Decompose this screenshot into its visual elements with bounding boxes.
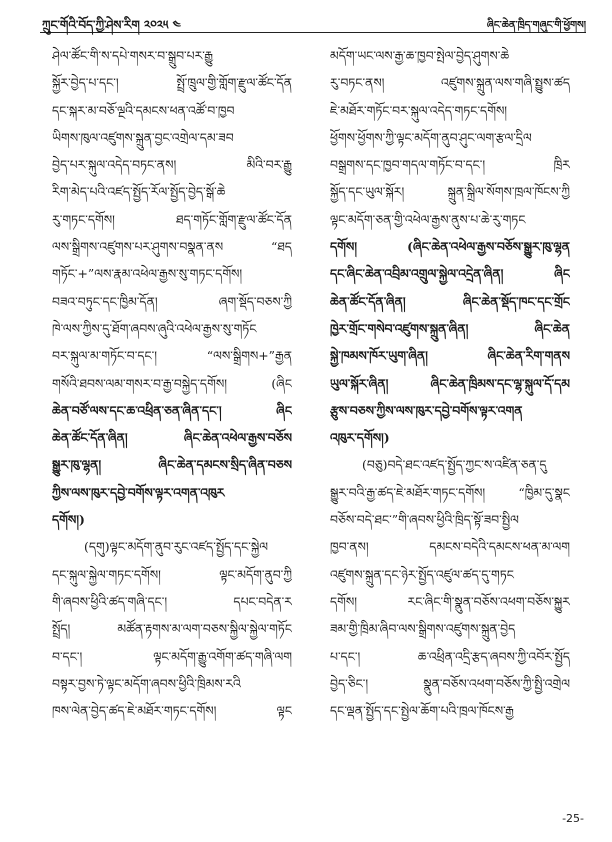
text-line: དགོས།)	[52, 512, 85, 528]
text-line: བསྒྲགས་དང་ཁྱབ་གདལ་གཏོང་བ་དང་། ཁྲིར	[330, 157, 570, 173]
text-line: ཟམ་གྱི་ཁྲིམ་ཞིབ་ལས་སྒྲིགས་འཛུགས་སྐྲུན་བྱེད	[330, 621, 516, 637]
text-line: གཏོང་+”ལས་རྣམ་འཕེལ་རྒྱས་སུ་གཏང་དགོས།	[52, 266, 243, 282]
text-line: ཁས་ལེན་བྱེད་ཚད་ཇེ་མཐོར་གཏང་དགོས། ལྟང	[52, 703, 292, 719]
article-title: ཞིང་ཆེན་ཁྲིད་གཞུང་གི་ཕྱོགས།	[486, 20, 586, 31]
text-line: བར་སྐུལ་མ་གཏོང་བ་དང་། “ལས་སྒྲིགས+”རྒྱན	[52, 348, 292, 364]
text-line: རྩུས་བཅས་ཀྱིས་ལས་ཁུར་དབྱེ་བགོས་ལྟར་འགན	[330, 402, 523, 418]
text-line: བཟའ་བཏུང་དང་ཁྱིམ་དོན། ཞག་སྡོད་བཅས་ཀྱི	[52, 293, 292, 309]
text-line: བྱེད་ཅིང་། སྣུན་བཅོས་འཕག་བཅོས་ཀྱི་སྤྱི་འགྲེལ	[330, 675, 570, 691]
text-line: (དགུ)ལྟང་མདོག་ནུབ་རུང་འཛད་སྤྱོད་དང་སྐྱེལ	[84, 539, 268, 555]
text-line: ཤེལ་ཚོང་གི་ས་དཔེ་གསར་བ་སྒྲུབ་པར་རྒྱུ	[52, 48, 213, 63]
text-line: དང་ལྡན་སྤྱོད་དང་སྤྱེལ་ཆོག་པའི་ཁྲལ་ཁོངས་རྒྱ	[330, 703, 514, 719]
text-line: མདོག་ཡང་ལས་རྒྱ་ཆ་ཁྱབ་སྤེལ་བྱེད་ཤུགས་ཆེ	[330, 48, 510, 63]
text-line: བ་དང་། ལྟང་མདོག་རྒྱུ་འགོག་ཚད་གཞི་ལག	[52, 648, 292, 664]
right-text-column	[330, 42, 570, 724]
text-line: སྐྱོར་བྱེད་པ་དང་། སྤྲོ་ཁྲུལ་གྱི་གློག་རྫུལ་ཚོང་དོན	[52, 75, 292, 91]
text-line: འཁུར་དགོས།)	[330, 430, 390, 446]
text-line: ཡིགས་ཁུལ་འཛུགས་སྐྲུན་བྱང་འགྲེལ་དམ་ཟབ	[52, 129, 234, 145]
text-line: པ་དང་། ཆ་འཕྲིན་འདྲི་རྩད་ཞབས་ཀྱི་འབོར་སྤྱོད	[330, 648, 570, 664]
text-line: བསྟར་བྱས་ཏེ་ལྟང་མདོག་ཞབས་ཕྱིའི་ཁྲིམས་རའི	[52, 675, 241, 691]
running-header	[40, 10, 586, 33]
text-line: འཛུགས་སྐྲུན་དང་ཉེར་སྤྱོད་འཛུལ་ཚད་དུ་གཏང	[330, 566, 514, 582]
text-line: དང་སྐུལ་སྐྱེལ་གཏང་དགོས། ལྟང་མདོག་ནུབ་ཀྱི	[52, 566, 292, 582]
text-line: ཇེ་མཐོར་གཏོང་བར་སྐུལ་འདེད་གཏང་དགོས།	[330, 102, 508, 118]
text-line: ཆེན་བཙོ་ལས་དང་ཆ་འཕྲིན་ཅན་ཞིན་དང་། ཞིང	[52, 402, 292, 418]
text-line: དང་སྐར་མ་བཅོ་ལྔའི་དམངས་ཕན་འཚོ་བ་ཁྱབ	[52, 102, 235, 118]
text-line: ཁེ་ལས་ཀྱིས་དུ་ཐོག་ཞབས་ཞུའི་འཕེལ་རྒྱས་སུ་གཏོང	[52, 320, 257, 336]
text-line: ཡུལ་སྐོར་ཞིན། ཞིང་ཆེན་ཁྲིམས་དང་ལྷ་སྐུལ་དོ་དམ	[330, 375, 570, 391]
text-line: རིག་མེད་པའི་འཛད་སྤྱོད་རོལ་སྤྱོད་བྱེད་སྒོ་ཆེ	[52, 184, 226, 200]
text-line: ཕྱོགས་ཕྱོགས་ཀྱི་ལྟང་མདོག་ནུབ་ཤུང་ལག་རྩལ་དྲིལ	[330, 129, 532, 145]
text-line: སྒྱུར་བའི་རྒྱ་ཚད་ཇེ་མཐོར་གཏང་དགོས། “ཁྱིམ་དུ་སྣང	[330, 484, 570, 500]
text-line: སྐྱོད་དང་ཡུལ་སྐོར། སྐྲུན་སྐྲིལ་སོགས་ཁྲལ་ཁོངས་ཀྱི	[330, 184, 570, 200]
text-line: སྒྱུར་ཁུ་ལྷན། ཞིང་ཆེན་དམངས་སྲིད་ཞིན་བཅས	[52, 457, 292, 473]
left-text-column	[52, 42, 292, 724]
text-line: སྐྱེ་ཁམས་ཁོར་ཡུག་ཞིན། ཞིང་ཆེན་རིག་གནས	[330, 348, 570, 364]
text-line: དང་ཞིང་ཆེན་འབྲིམ་འགྲུལ་སྐྱེལ་འདྲེན་ཞིན། ཞིང	[330, 266, 570, 282]
journal-title: ཀྲུང་གོའི་བོད་ཀྱི་ཤེས་རིག ༢༠༢༥ ༤	[42, 18, 181, 32]
text-line: སྤྲོད། མཚོན་རྟགས་མ་ལག་བཅས་སྐྱིལ་སྐྱེལ་གཏོང	[52, 621, 292, 637]
text-line: ལྟང་མདོག་ཅན་གྱི་འཕེལ་རྒྱས་ནུས་པ་ཆེ་རུ་གཏང	[330, 211, 526, 227]
page-number: -25-	[562, 812, 584, 825]
text-line: ཁྱེར་གྲོང་གསེབ་འཛུགས་སྐྲུན་ཞིན། ཞིང་ཆེན	[330, 320, 570, 336]
text-line: (བཅུ)བདེ་ཐང་འཛད་སྤྱོད་ཀྱང་ས་འཛིན་ཅན་དུ	[362, 457, 547, 473]
text-line: ལས་སྒྲིགས་འཛུགས་པར་ཤུགས་བསྣན་ནས “ཐད	[52, 239, 292, 255]
text-line: ཆེན་ཚོང་དོན་ཞིན། ཞིང་ཆེན་སྡོད་ཁང་དང་གྲོང	[330, 293, 570, 309]
text-line: དགོས། (ཞིང་ཆེན་འཕེལ་རྒྱས་བཅོས་སྒྱུར་ཁུ་ལྷན	[330, 239, 570, 255]
text-line: ཁྱབ་ནས། དམངས་བདེའི་དམངས་ཕན་མ་ལག	[330, 539, 570, 555]
text-line: རུ་གཏང་དགོས། ཐད་གཏོང་གློག་རྫུལ་ཚོང་དོན	[52, 211, 292, 227]
text-line: བཅོས་བདེ་ཐང་”གི་ཞབས་ཕྱིའི་ཁྲིད་སྟོ་ཟབ་སྤྱིལ	[330, 512, 519, 528]
text-line: གི་ཞབས་ཕྱིའི་ཚད་གཞི་དང་། དཔང་བདེན་ར	[52, 593, 292, 609]
text-line: བྱེད་པར་སྐུལ་འདེད་བཏང་ནས། མིའི་བར་རྒྱུ	[52, 157, 292, 173]
text-line: གསོའི་ཐབས་ལམ་གསར་བ་རྒྱ་བསྐྱེད་དགོས། (ཞིང	[52, 375, 292, 391]
text-line: ཀྱིས་ལས་ཁུར་དབྱེ་བགོས་ལྟར་འགན་འཁུར	[52, 484, 225, 500]
text-line: ཆེན་ཚོང་དོན་ཞིན། ཞིང་ཆེན་འཕེལ་རྒྱས་བཅོས	[52, 430, 292, 446]
text-line: རུ་བཏང་ནས། འཛུགས་སྐྲུན་ལས་གཞི་སྤྱུས་ཚད	[330, 75, 570, 91]
text-line: དགོས། རང་ཞིང་གི་སྣུན་བཅོས་འཕག་བཅོས་སྐྱུར	[330, 593, 570, 609]
